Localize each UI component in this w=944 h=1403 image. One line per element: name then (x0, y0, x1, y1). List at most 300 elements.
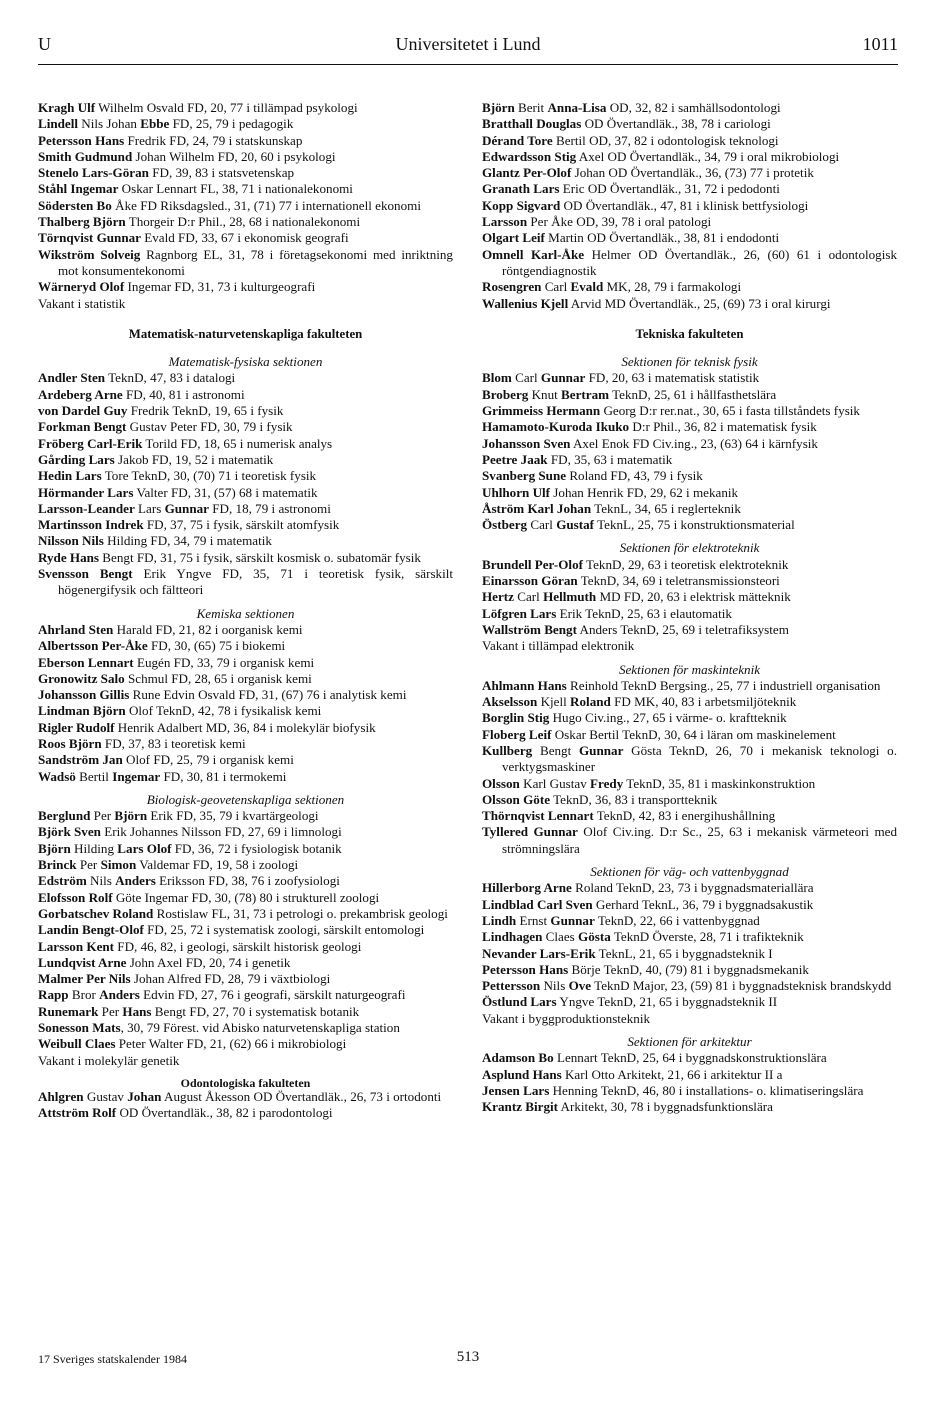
entry-name: Borglin Stig (482, 710, 550, 726)
staff-entry (482, 436, 897, 452)
entry-name: Lindh (482, 912, 517, 928)
entry-details: FD, 30, (65) 75 i biokemi (147, 638, 286, 654)
entry-name: Gårding Lars (38, 451, 115, 467)
entry-name: Åström Karl Johan (482, 500, 592, 516)
staff-entry (482, 165, 897, 181)
staff-entry (482, 501, 897, 517)
entry-name: Stenelo Lars-Göran (38, 165, 149, 181)
entry-name: Albertsson Per-Åke (38, 638, 148, 654)
staff-entry (38, 550, 453, 566)
entry-name: Smith Gudmund (38, 148, 133, 164)
section-heading: Sektionen för väg- och vattenbyggnad (590, 864, 789, 880)
entry-details: MD FD, 20, 63 i elektrisk mätteknik (596, 589, 791, 605)
entry-name: Ryde Hans (38, 549, 100, 565)
entry-details: Bror (68, 987, 100, 1003)
entry-name: von Dardel Guy (38, 403, 128, 419)
entry-details: Erik FD, 35, 79 i kvartärgeologi (147, 808, 319, 824)
staff-entry (482, 468, 897, 484)
entry-name: Anders (99, 987, 140, 1003)
entry-name: Björk Sven (38, 824, 101, 840)
entry-name: Adamson Bo (482, 1050, 554, 1066)
staff-entry (38, 296, 453, 312)
footer-publication: 17 Sveriges statskalender 1984 (38, 1352, 187, 1366)
staff-entry (482, 370, 897, 386)
staff-entry (38, 922, 453, 938)
staff-entry (482, 913, 897, 929)
entry-name: Gustaf (556, 517, 595, 533)
entry-details: Eric OD Övertandläk., 31, 72 i pedodonti (559, 181, 780, 197)
entry-details: Carl (527, 517, 557, 533)
entry-details: OD Övertandläk., 38, 78 i cariologi (581, 116, 771, 132)
staff-entry (482, 638, 897, 654)
entry-name: Nilsson Nils (38, 533, 104, 549)
staff-entry (482, 1083, 897, 1099)
entry-name: Johansson Sven (482, 435, 571, 451)
entry-details: Georg D:r rer.nat., 30, 65 i fasta tillståndets fysik (600, 403, 860, 419)
entry-details: Olof FD, 25, 79 i organisk kemi (122, 752, 294, 768)
entry-details: Nils Johan (78, 116, 141, 132)
entry-name: Gunnar (579, 742, 624, 758)
entry-details: FD MK, 40, 83 i arbetsmiljöteknik (610, 694, 797, 710)
section-heading: Sektionen för teknisk fysik (621, 354, 758, 370)
section-heading: Sektionen för elektroteknik (619, 540, 760, 556)
entry-name: Gösta (578, 929, 611, 945)
entry-details: Carl (513, 589, 544, 605)
entry-details: Roland FD, 43, 79 i fysik (566, 468, 703, 484)
entry-name: Eberson Lennart (38, 654, 134, 670)
staff-entry (482, 929, 897, 945)
entry-name: Weibull Claes (38, 1036, 116, 1052)
entry-details: Eugén FD, 33, 79 i organisk kemi (133, 654, 315, 670)
entry-name: Krantz Birgit (482, 1099, 558, 1115)
entry-details: Carl (541, 279, 571, 295)
entry-details: Bertil OD, 37, 82 i odontologisk teknologi (552, 132, 779, 148)
staff-entry (38, 720, 453, 736)
staff-entry (38, 1089, 453, 1105)
staff-entry (482, 622, 897, 638)
staff-entry (38, 622, 453, 638)
staff-entry (38, 485, 453, 501)
staff-entry (482, 387, 897, 403)
entry-details: Erik Yngve FD, 35, 71 i teoretisk fysik, särskilt högenergifysik och fältteori (58, 566, 453, 598)
staff-entry (482, 946, 897, 962)
staff-entry (38, 824, 453, 840)
staff-entry (482, 230, 897, 246)
entry-name: Lindman Björn (38, 703, 126, 719)
entry-details: OD Övertandläk., 47, 81 i klinisk bettfysiologi (560, 197, 809, 213)
entry-name: Wallenius Kjell (482, 295, 569, 311)
entry-name: Gunnar (550, 912, 595, 928)
staff-entry (482, 678, 897, 694)
staff-entry (38, 808, 453, 824)
staff-entry (38, 387, 453, 403)
staff-entry (482, 403, 897, 419)
entry-details: Berit (514, 100, 548, 115)
staff-entry (482, 743, 897, 776)
entry-details: Anders TeknD, 25, 69 i teletrafiksystem (576, 621, 789, 637)
footer-page-number: 513 (456, 1349, 480, 1365)
entry-details: OD Övertandläk., 38, 82 i parodontologi (116, 1105, 333, 1121)
entry-details: Henrik Adalbert MD, 36, 84 i molekylär biofysik (114, 719, 376, 735)
entry-name: Akselsson (482, 694, 538, 710)
entry-name: Evald (570, 279, 604, 295)
entry-details: OD, 32, 82 i samhällsodontologi (606, 100, 781, 115)
staff-entry (482, 557, 897, 573)
entry-details: Johan OD Övertandläk., 36, (73) 77 i protetik (571, 165, 814, 181)
entry-details: Helmer OD Övertandläk., 26, (60) 61 i odontologisk röntgendiagnostik (502, 246, 897, 278)
staff-entry (482, 485, 897, 501)
entry-details: Carl (511, 370, 541, 386)
staff-entry (38, 468, 453, 484)
entry-name: Roos Björn (38, 735, 102, 751)
entry-details: Jakob FD, 19, 52 i matematik (114, 451, 274, 467)
entry-name: Lindblad Carl Sven (482, 896, 593, 912)
entry-name: Malmer Per Nils (38, 971, 131, 987)
staff-entry (38, 1020, 453, 1036)
entry-name: Tyllered Gunnar (482, 824, 578, 840)
entry-name: Ardeberg Arne (38, 386, 123, 402)
entry-details: Oskar Lennart FL, 38, 71 i nationalekonomi (118, 181, 353, 197)
staff-entry (482, 792, 897, 808)
entry-details: Lennart TeknD, 25, 64 i byggnadskonstruktionslära (553, 1050, 827, 1066)
entry-name: Lars Olof (117, 840, 172, 856)
staff-entry (482, 214, 897, 230)
entry-name: Wadsö (38, 768, 76, 784)
entry-details: Evald FD, 33, 67 i ekonomisk geografi (140, 230, 349, 246)
entry-name: Sonesson Mats (38, 1020, 121, 1036)
entry-details: TeknL, 34, 65 i reglerteknik (591, 500, 741, 516)
entry-name: Johan (127, 1088, 162, 1104)
entry-name: Broberg (482, 386, 529, 402)
staff-entry (38, 517, 453, 533)
staff-entry (482, 1099, 897, 1115)
entry-details: Reinhold TeknD Bergsing., 25, 77 i industriell organisation (566, 677, 881, 693)
staff-entry (482, 419, 897, 435)
entry-name: Rapp (38, 987, 69, 1003)
entry-name: Hellmuth (543, 589, 597, 605)
entry-name: Elofsson Rolf (38, 889, 113, 905)
staff-entry (38, 841, 453, 857)
entry-details: Rostislaw FL, 31, 73 i petrologi o. prekambrisk geologi (153, 905, 448, 921)
staff-entry (38, 149, 453, 165)
staff-entry (38, 939, 453, 955)
entry-name: Ove (568, 978, 592, 994)
staff-entry (38, 566, 453, 599)
entry-details: TeknD, 22, 66 i vattenbyggnad (594, 912, 760, 928)
entry-details: Edvin FD, 27, 76 i geografi, särskilt naturgeografi (139, 987, 406, 1003)
staff-entry (482, 279, 897, 295)
entry-details: Karl Gustav (519, 775, 591, 791)
faculty-heading: Odontologiska fakulteten (180, 1075, 311, 1090)
entry-details: FD, 37, 83 i teoretisk kemi (101, 735, 246, 751)
entry-details: Johan Alfred FD, 28, 79 i växtbiologi (130, 971, 331, 987)
entry-name: Hertz (482, 589, 514, 605)
entry-name: Ahlmann Hans (482, 677, 567, 693)
entry-name: Glantz Per-Olof (482, 165, 572, 181)
entry-name: Ahlgren (38, 1088, 84, 1104)
entry-details: FD, 35, 63 i matematik (547, 451, 673, 467)
staff-entry (482, 589, 897, 605)
entry-details: Per (90, 808, 115, 824)
staff-entry (482, 198, 897, 214)
entry-details: Karl Otto Arkitekt, 21, 66 i arkitektur II a (561, 1066, 783, 1082)
staff-entry (38, 133, 453, 149)
entry-details: Johan Wilhelm FD, 20, 60 i psykologi (132, 148, 336, 164)
entry-name: Einarsson Göran (482, 573, 578, 589)
entry-details: D:r Phil., 36, 82 i matematisk fysik (629, 419, 817, 435)
entry-name: Granath Lars (482, 181, 560, 197)
entry-name: Kopp Sigvard (482, 197, 561, 213)
staff-entry (482, 100, 897, 116)
entry-name: Asplund Hans (482, 1066, 562, 1082)
section-heading: Sektionen för maskinteknik (618, 661, 761, 677)
entry-name: Ståhl Ingemar (38, 181, 119, 197)
entry-name: Berglund (38, 808, 91, 824)
entry-name: Bratthall Douglas (482, 116, 582, 132)
entry-details: TeknD Överste, 28, 71 i trafikteknik (610, 929, 804, 945)
entry-details: Valdemar FD, 19, 58 i zoologi (136, 857, 299, 873)
staff-entry (482, 452, 897, 468)
staff-entry (482, 880, 897, 896)
entry-details: MK, 28, 79 i farmakologi (603, 279, 742, 295)
entry-details: Arvid MD Övertandläk., 25, (69) 73 i oral kirurgi (568, 295, 831, 311)
staff-entry (38, 769, 453, 785)
entry-name: Östlund Lars (482, 994, 557, 1010)
staff-entry (38, 533, 453, 549)
staff-entry (482, 116, 897, 132)
staff-entry (482, 133, 897, 149)
entry-details: Vakant i statistik (38, 295, 126, 311)
entry-details: FD, 20, 63 i matematisk statistik (585, 370, 760, 386)
staff-entry (38, 436, 453, 452)
entry-details: Åke FD Riksdagsled., 31, (71) 77 i internationell ekonomi (111, 197, 421, 213)
faculty-heading: Tekniska fakulteten (635, 326, 744, 341)
entry-name: Björn (114, 808, 148, 824)
staff-entry (482, 517, 897, 533)
entry-details: Hilding (70, 840, 118, 856)
entry-details: TeknL, 25, 75 i konstruktionsmaterial (594, 517, 795, 533)
entry-name: Ebbe (140, 116, 170, 132)
entry-details: Tore TeknD, 30, (70) 71 i teoretisk fysik (101, 468, 317, 484)
entry-details: Henning TeknD, 46, 80 i installations- o. klimatiseringslära (549, 1082, 864, 1098)
entry-name: Södersten Bo (38, 197, 112, 213)
entry-details: Erik Johannes Nilsson FD, 27, 69 i limnologi (100, 824, 342, 840)
staff-entry (482, 573, 897, 589)
entry-name: Landin Bengt-Olof (38, 922, 144, 938)
entry-name: Jensen Lars (482, 1082, 550, 1098)
staff-entry (38, 857, 453, 873)
entry-name: Rosengren (482, 279, 542, 295)
staff-entry (38, 752, 453, 768)
entry-details: Nils (86, 873, 116, 889)
staff-entry (482, 296, 897, 312)
entry-details: Nils (540, 978, 569, 994)
entry-details: Gustav (83, 1088, 128, 1104)
staff-entry (38, 987, 453, 1003)
entry-name: Forkman Bengt (38, 419, 127, 435)
entry-name: Omnell Karl-Åke (482, 246, 585, 262)
entry-details: FD, 46, 82, i geologi, särskilt historisk geologi (114, 938, 362, 954)
entry-details: Per Åke OD, 39, 78 i oral patologi (527, 214, 712, 230)
entry-details: Vakant i tillämpad elektronik (482, 638, 635, 654)
entry-name: Sandström Jan (38, 752, 123, 768)
entry-details: Lars (134, 500, 165, 516)
entry-name: Brundell Per-Olof (482, 556, 583, 572)
entry-name: Edström (38, 873, 87, 889)
staff-entry (482, 1050, 897, 1066)
entry-name: Olsson Göte (482, 791, 551, 807)
staff-entry (482, 776, 897, 792)
staff-entry (38, 873, 453, 889)
entry-name: Peetre Jaak (482, 451, 548, 467)
entry-name: Floberg Leif (482, 726, 552, 742)
entry-details: TeknD, 42, 83 i energihushållning (593, 808, 776, 824)
entry-details: Göte Ingemar FD, 30, (78) 80 i strukturell zoologi (112, 889, 380, 905)
staff-entry (38, 971, 453, 987)
entry-details: Torild FD, 18, 65 i numerisk analys (142, 435, 333, 451)
entry-name: Dérand Tore (482, 132, 553, 148)
entry-details: Gustav Peter FD, 30, 79 i fysik (126, 419, 293, 435)
entry-details: Valter FD, 31, (57) 68 i matematik (133, 484, 318, 500)
entry-details: TeknD, 25, 61 i hållfasthetslära (609, 386, 777, 402)
entry-details: Olof TeknD, 42, 78 i fysikalisk kemi (125, 703, 322, 719)
staff-entry (38, 116, 453, 132)
entry-details: Gerhard TeknL, 36, 79 i byggnadsakustik (592, 896, 814, 912)
entry-name: Martinsson Indrek (38, 517, 144, 533)
entry-name: Anders (115, 873, 156, 889)
entry-name: Larsson-Leander (38, 500, 135, 516)
entry-details: FD, 36, 72 i fysiologisk botanik (171, 840, 342, 856)
left-column (38, 100, 453, 1122)
staff-entry (38, 671, 453, 687)
staff-entry (38, 736, 453, 752)
staff-entry (38, 1036, 453, 1052)
entry-details: Axel OD Övertandläk., 34, 79 i oral mikrobiologi (576, 148, 840, 164)
staff-entry (38, 279, 453, 295)
header-page-number: 1011 (862, 34, 898, 54)
entry-details: Ragnborg EL, 31, 78 i företagsekonomi med inriktning mot konsumentekonomi (58, 246, 453, 278)
staff-entry (482, 149, 897, 165)
entry-name: Törnqvist Gunnar (38, 230, 141, 246)
entry-details: Bertil (75, 768, 113, 784)
staff-entry (482, 606, 897, 622)
entry-name: Kullberg (482, 742, 533, 758)
entry-details: TeknD, 34, 69 i teletransmissionsteori (577, 573, 780, 589)
staff-entry (482, 1067, 897, 1083)
staff-entry (482, 710, 897, 726)
entry-details: Knut (528, 386, 562, 402)
entry-details: Fredrik FD, 24, 79 i statskunskap (124, 132, 303, 148)
staff-entry (38, 906, 453, 922)
entry-details: FD, 25, 72 i systematisk zoologi, särskilt entomologi (143, 922, 425, 938)
entry-details: Wilhelm Osvald FD, 20, 77 i tillämpad psykologi (95, 100, 358, 115)
entry-name: Gunnar (164, 500, 209, 516)
entry-details: Fredrik TeknD, 19, 65 i fysik (127, 403, 284, 419)
staff-entry (38, 452, 453, 468)
section-heading: Matematisk-fysiska sektionen (168, 354, 323, 370)
staff-entry (38, 655, 453, 671)
entry-name: Wärneryd Olof (38, 279, 125, 295)
staff-entry (482, 694, 897, 710)
entry-details: FD, 40, 81 i astronomi (122, 386, 245, 402)
staff-entry (38, 198, 453, 214)
entry-name: Björn (482, 100, 515, 115)
entry-details: Martin OD Övertandläk., 38, 81 i endodonti (544, 230, 780, 246)
entry-details: Bengt FD, 31, 75 i fysik, särskilt kosmisk o. subatomär fysik (99, 549, 421, 565)
entry-details: FD, 18, 79 i astronomi (208, 500, 331, 516)
entry-name: Löfgren Lars (482, 605, 557, 621)
entry-details: Eriksson FD, 38, 76 i zoofysiologi (155, 873, 340, 889)
entry-name: Lundqvist Arne (38, 954, 127, 970)
entry-details: Yngve TeknD, 21, 65 i byggnadsteknik II (556, 994, 778, 1010)
entry-name: Björn (38, 840, 71, 856)
running-header (38, 34, 898, 65)
staff-entry (38, 247, 453, 280)
staff-entry (482, 181, 897, 197)
entry-details: TeknD, 35, 81 i maskinkonstruktion (623, 775, 816, 791)
staff-entry (38, 165, 453, 181)
entry-details: FD, 25, 79 i pedagogik (169, 116, 294, 132)
entry-name: Blom (482, 370, 512, 386)
entry-name: Ingemar (112, 768, 161, 784)
staff-entry (38, 955, 453, 971)
header-title: Universitetet i Lund (395, 34, 541, 54)
staff-entry (38, 687, 453, 703)
staff-entry (38, 638, 453, 654)
entry-details: Vakant i molekylär genetik (38, 1052, 180, 1068)
entry-name: Hörmander Lars (38, 484, 134, 500)
entry-details: TeknD Major, 23, (59) 81 i byggnadsteknisk brandskydd (591, 978, 892, 994)
entry-name: Nevander Lars-Erik (482, 945, 596, 961)
entry-details: John Axel FD, 20, 74 i genetik (126, 954, 291, 970)
right-column (482, 100, 897, 1116)
entry-details: Ingemar FD, 31, 73 i kulturgeografi (124, 279, 316, 295)
entry-name: Grimmeiss Hermann (482, 403, 601, 419)
entry-details: Olof Civ.ing. D:r Sc., 25, 63 i mekanisk värmeteori med strömningslära (502, 824, 897, 856)
entry-name: Runemark (38, 1003, 99, 1019)
entry-details: Claes (542, 929, 579, 945)
entry-details: TeknD, 47, 83 i datalogi (105, 370, 236, 386)
staff-entry (38, 100, 453, 116)
entry-name: Uhlhorn Ulf (482, 484, 551, 500)
staff-entry (482, 824, 897, 857)
staff-entry (38, 890, 453, 906)
entry-name: Thörnqvist Lennart (482, 808, 594, 824)
entry-details: FD, 30, 81 i termokemi (160, 768, 287, 784)
entry-details: Harald FD, 21, 82 i oorganisk kemi (113, 621, 303, 637)
entry-details: Arkitekt, 30, 78 i byggnadsfunktionslära (558, 1099, 773, 1115)
staff-entry (482, 808, 897, 824)
staff-entry (482, 247, 897, 280)
entry-details: Axel Enok FD Civ.ing., 23, (63) 64 i kärnfysik (570, 435, 818, 451)
entry-name: Pettersson (482, 978, 541, 994)
staff-entry (38, 1004, 453, 1020)
entry-name: Wikström Solveig (38, 246, 141, 262)
entry-name: Larsson (482, 214, 528, 230)
entry-details: Vakant i byggproduktionsteknik (482, 1010, 651, 1026)
entry-details: TeknD, 29, 63 i teoretisk elektroteknik (582, 556, 789, 572)
entry-details: FD, 37, 75 i fysik, särskilt atomfysik (143, 517, 340, 533)
entry-details: Gösta TeknD, 26, 70 i mekanisk teknologi o. verktygsmaskiner (502, 742, 898, 775)
entry-name: Thalberg Björn (38, 214, 126, 230)
entry-name: Hedin Lars (38, 468, 102, 484)
header-letter: U (38, 34, 51, 54)
staff-entry (482, 1011, 897, 1027)
staff-entry (38, 370, 453, 386)
entry-name: Svensson Bengt (38, 566, 133, 582)
entry-name: Svanberg Sune (482, 468, 567, 484)
entry-details: Schmul FD, 28, 65 i organisk kemi (124, 670, 312, 686)
